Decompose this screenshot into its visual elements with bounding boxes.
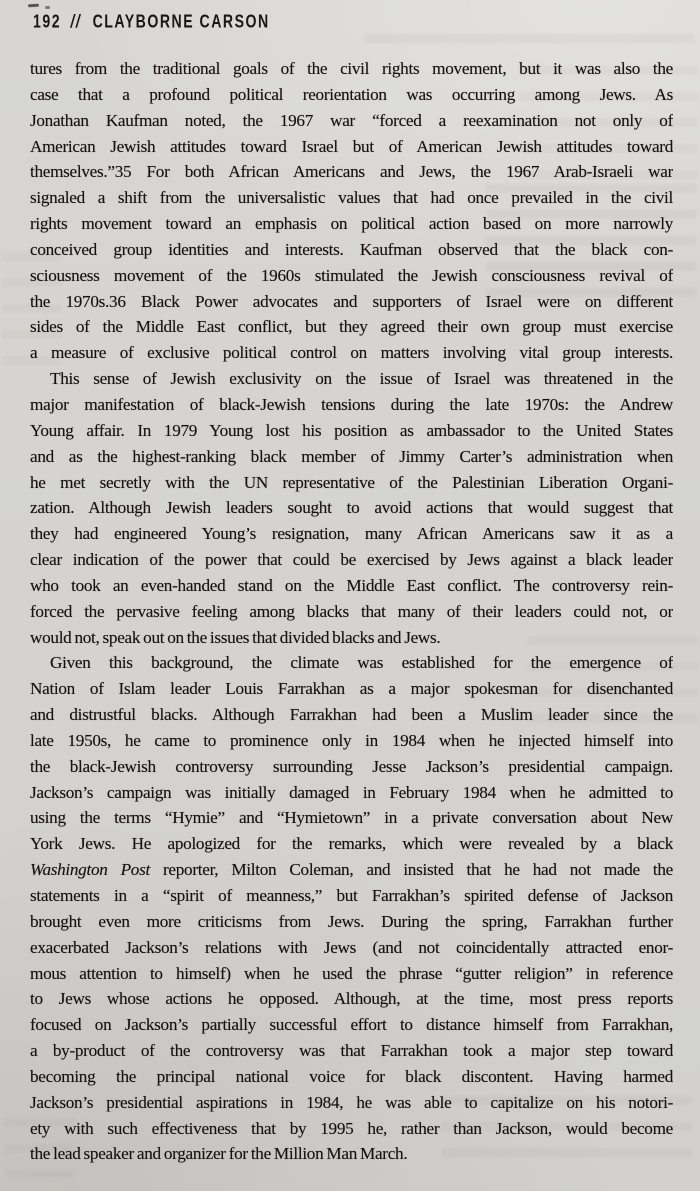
text-line: This sense of Jewish exclusivity on the issue of Israel was threatened in the xyxy=(50,369,673,389)
text-line: they had engineered Young’s resignation, many African Americans saw it as a xyxy=(30,524,673,544)
text-line: Jonathan Kaufman noted, the 1967 war “forced a reexamination not only of xyxy=(30,110,673,130)
page-number: 192 xyxy=(33,11,62,33)
text-line: zation. Although Jewish leaders sought to avoid actions that would suggest that xyxy=(30,498,673,518)
paragraph xyxy=(30,56,673,366)
text-line: sciousness movement of the 1960s stimulated the Jewish consciousness revival of xyxy=(30,265,673,285)
header-separator: // xyxy=(70,11,82,33)
text-line: using the terms “Hymie” and “Hymietown” in a private conversation about New xyxy=(30,808,673,828)
text-line: a by-product of the controversy was that Farrakhan took a major step toward xyxy=(30,1041,673,1061)
text-line: a measure of exclusive political control on matters involving vital group interests. xyxy=(30,343,673,363)
text-line: themselves.”35 For both African Americans and Jews, the 1967 Arab-Israeli war xyxy=(30,162,673,182)
text-line: to Jews whose actions he opposed. Although, at the time, most press reports xyxy=(30,989,673,1009)
text-line: focused on Jackson’s partially successful effort to distance himself from Farrakhan, xyxy=(30,1015,673,1035)
text-line: major manifestation of black-Jewish tensions during the late 1970s: the Andrew xyxy=(30,394,673,414)
text-line: Jackson’s presidential aspirations in 1984, he was able to capitalize on his notori- xyxy=(30,1092,673,1112)
text-line: American Jewish attitudes toward Israel but of American Jewish attitudes toward xyxy=(30,136,673,156)
text-line: Given this background, the climate was established for the emergence of xyxy=(50,653,673,673)
text-line: mous attention to himself) when he used the phrase “gutter religion” in reference xyxy=(30,963,673,983)
text-line: who took an even-handed stand on the Middle East conflict. The controversy rein- xyxy=(30,575,673,595)
text-line: clear indication of the power that could be exercised by Jews against a black leader xyxy=(30,550,673,570)
text-line: the 1970s.36 Black Power advocates and supporters of Israel were on different xyxy=(30,291,673,311)
paragraph xyxy=(30,366,673,650)
text-line: becoming the principal national voice for black discontent. Having harmed xyxy=(30,1066,673,1086)
text-line: rights movement toward an emphasis on political action based on more narrowly xyxy=(30,214,673,234)
text-line: tures from the traditional goals of the civil rights movement, but it was also the xyxy=(30,59,673,78)
text-line: statements in a “spirit of meanness,” but Farrakhan’s spirited defense of Jackson xyxy=(30,886,673,905)
scan-smudge xyxy=(28,4,39,8)
text-line: exacerbated Jackson’s relations with Jews (and not coincidentally attracted enor- xyxy=(30,937,673,957)
text-line: and as the highest-ranking black member of Jimmy Carter’s administration when xyxy=(30,446,673,466)
text-line: the lead speaker and organizer for the Million Man March. xyxy=(30,1144,408,1164)
text-line: and distrustful blacks. Although Farrakhan had been a Muslim leader since the xyxy=(30,705,673,725)
running-header xyxy=(33,11,270,32)
text-line: forced the pervasive feeling among blacks that many of their leaders could not, or xyxy=(30,601,673,621)
text-run: reporter, Milton Coleman, and insisted that he had not made the xyxy=(149,860,673,880)
text-line: Young affair. In 1979 Young lost his position as ambassador to the United States xyxy=(30,420,673,440)
header-author-name: CLAYBORNE CARSON xyxy=(92,11,270,33)
text-line: Nation of Islam leader Louis Farrakhan as a major spokesman for disenchanted xyxy=(30,679,673,699)
text-line: would not, speak out on the issues that divided blacks and Jews. xyxy=(30,627,441,647)
italic-book-title: Washington Post xyxy=(30,860,150,880)
text-line: late 1950s, he came to prominence only in 1984 when he injected himself into xyxy=(30,730,673,750)
text-line: case that a profound political reorientation was occurring among Jews. As xyxy=(30,84,673,104)
text-line: the black-Jewish controversy surrounding Jesse Jackson’s presidential campaign. xyxy=(30,756,673,776)
text-line: brought even more criticisms from Jews. During the spring, Farrakhan further xyxy=(30,911,673,931)
bleedthrough-artifact xyxy=(364,34,694,50)
scan-smudge xyxy=(45,6,50,9)
text-line xyxy=(30,857,673,883)
paragraph xyxy=(30,650,673,1167)
text-line: he met secretly with the UN representative of the Palestinian Liberation Organi- xyxy=(30,472,673,492)
text-line: ety with such effectiveness that by 1995 he, rather than Jackson, would become xyxy=(30,1118,673,1138)
text-line: sides of the Middle East conflict, but they agreed their own group must exercise xyxy=(30,317,673,337)
text-line: York Jews. He apologized for the remarks, which were revealed by a black xyxy=(30,834,673,854)
body-text xyxy=(30,56,673,1167)
text-line: signaled a shift from the universalistic values that had once prevailed in the civil xyxy=(30,188,673,208)
text-line: Jackson’s campaign was initially damaged in February 1984 when he admitted to xyxy=(30,782,673,802)
text-line: conceived group identities and interests. Kaufman observed that the black con- xyxy=(30,239,673,259)
